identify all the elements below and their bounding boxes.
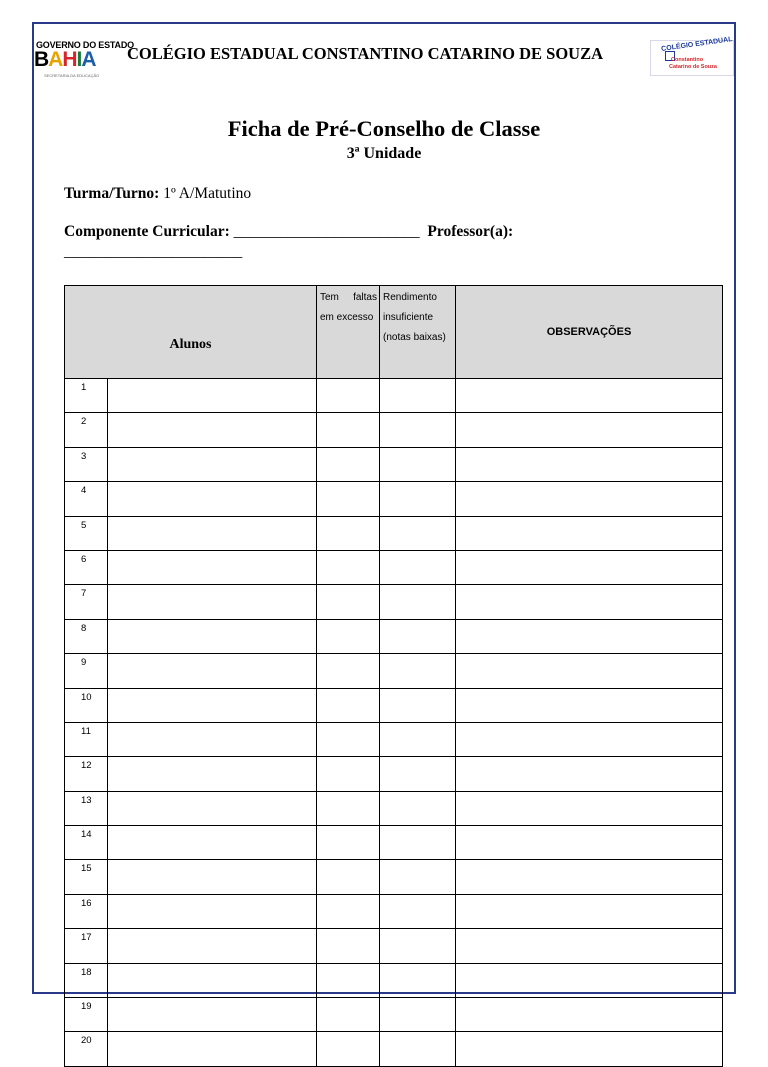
observacoes-cell[interactable]	[456, 482, 723, 516]
header-alunos: Alunos	[65, 286, 317, 379]
turma-value: 1º A/Matutino	[163, 185, 252, 202]
table-row	[65, 998, 723, 1032]
faltas-cell[interactable]	[317, 826, 380, 860]
table-row	[65, 447, 723, 481]
observacoes-cell[interactable]	[456, 619, 723, 653]
school-logo	[650, 36, 734, 76]
student-name-cell[interactable]	[108, 826, 317, 860]
turma-label: Turma/Turno:	[64, 185, 160, 202]
student-name-cell[interactable]	[108, 585, 317, 619]
rendimento-cell[interactable]	[380, 998, 456, 1032]
observacoes-cell[interactable]	[456, 963, 723, 997]
rendimento-cell[interactable]	[380, 585, 456, 619]
header-faltas-2: faltas	[353, 292, 377, 303]
rendimento-cell[interactable]	[380, 447, 456, 481]
faltas-cell[interactable]	[317, 619, 380, 653]
faltas-cell[interactable]	[317, 998, 380, 1032]
table-row	[65, 963, 723, 997]
rendimento-cell[interactable]	[380, 929, 456, 963]
row-number: 2	[65, 413, 108, 447]
table-body	[65, 379, 723, 1067]
faltas-cell[interactable]	[317, 929, 380, 963]
student-name-cell[interactable]	[108, 860, 317, 894]
row-number: 3	[65, 447, 108, 481]
student-name-cell[interactable]	[108, 963, 317, 997]
observacoes-cell[interactable]	[456, 998, 723, 1032]
table-row	[65, 619, 723, 653]
rendimento-cell[interactable]	[380, 482, 456, 516]
professor-label: Professor(a):	[427, 223, 514, 240]
student-name-cell[interactable]	[108, 379, 317, 413]
gov-sub-text: SECRETARIA DA EDUCAÇÃO	[44, 73, 100, 78]
row-number: 4	[65, 482, 108, 516]
observacoes-cell[interactable]	[456, 550, 723, 584]
table-row	[65, 757, 723, 791]
table-row	[65, 482, 723, 516]
row-number: 20	[65, 1032, 108, 1066]
bahia-wordmark: BAHIA	[34, 48, 96, 71]
faltas-cell[interactable]	[317, 963, 380, 997]
student-name-cell[interactable]	[108, 791, 317, 825]
rendimento-cell[interactable]	[380, 826, 456, 860]
faltas-cell[interactable]	[317, 860, 380, 894]
row-number: 19	[65, 998, 108, 1032]
rendimento-cell[interactable]	[380, 379, 456, 413]
rendimento-cell[interactable]	[380, 516, 456, 550]
header-observacoes: OBSERVAÇÕES	[456, 286, 723, 379]
row-number: 7	[65, 585, 108, 619]
table-row	[65, 722, 723, 756]
faltas-cell[interactable]	[317, 379, 380, 413]
observacoes-cell[interactable]	[456, 654, 723, 688]
faltas-cell[interactable]	[317, 722, 380, 756]
rendimento-cell[interactable]	[380, 791, 456, 825]
observacoes-cell[interactable]	[456, 413, 723, 447]
componente-blank[interactable]: ________________________	[233, 223, 420, 240]
student-name-cell[interactable]	[108, 447, 317, 481]
rendimento-cell[interactable]	[380, 688, 456, 722]
rendimento-cell[interactable]	[380, 757, 456, 791]
observacoes-cell[interactable]	[456, 894, 723, 928]
student-name-cell[interactable]	[108, 654, 317, 688]
row-number: 14	[65, 826, 108, 860]
row-number: 13	[65, 791, 108, 825]
componente-label: Componente Curricular:	[64, 223, 230, 240]
faltas-cell[interactable]	[317, 550, 380, 584]
faltas-cell[interactable]	[317, 654, 380, 688]
faltas-cell[interactable]	[317, 791, 380, 825]
student-name-cell[interactable]	[108, 482, 317, 516]
row-number: 9	[65, 654, 108, 688]
rendimento-cell[interactable]	[380, 619, 456, 653]
table-row	[65, 929, 723, 963]
header-faltas-1: Tem	[320, 292, 339, 303]
row-number: 18	[65, 963, 108, 997]
rendimento-cell[interactable]	[380, 860, 456, 894]
student-name-cell[interactable]	[108, 619, 317, 653]
observacoes-cell[interactable]	[456, 688, 723, 722]
faltas-cell[interactable]	[317, 1032, 380, 1066]
row-number: 10	[65, 688, 108, 722]
observacoes-cell[interactable]	[456, 585, 723, 619]
componente-line	[64, 223, 513, 241]
table-row	[65, 585, 723, 619]
row-number: 16	[65, 894, 108, 928]
faltas-cell[interactable]	[317, 516, 380, 550]
student-name-cell[interactable]	[108, 1032, 317, 1066]
faltas-cell[interactable]	[317, 482, 380, 516]
observacoes-cell[interactable]	[456, 929, 723, 963]
row-number: 6	[65, 550, 108, 584]
table-row	[65, 688, 723, 722]
row-number: 8	[65, 619, 108, 653]
observacoes-cell[interactable]	[456, 722, 723, 756]
row-number: 5	[65, 516, 108, 550]
observacoes-cell[interactable]	[456, 860, 723, 894]
page-title: Ficha de Pré-Conselho de Classe	[227, 116, 541, 141]
observacoes-cell[interactable]	[456, 757, 723, 791]
header-rendimento	[380, 286, 456, 379]
student-name-cell[interactable]	[108, 550, 317, 584]
page-subtitle: 3ª Unidade	[346, 145, 422, 162]
rendimento-cell[interactable]	[380, 1032, 456, 1066]
observacoes-cell[interactable]	[456, 826, 723, 860]
table-row	[65, 826, 723, 860]
rendimento-cell[interactable]	[380, 894, 456, 928]
row-number: 12	[65, 757, 108, 791]
table-row	[65, 516, 723, 550]
student-name-cell[interactable]	[108, 722, 317, 756]
table-row	[65, 860, 723, 894]
bahia-government-logo	[34, 40, 134, 82]
student-name-cell[interactable]	[108, 998, 317, 1032]
students-table	[64, 285, 723, 1067]
gov-top-text: GOVERNO DO ESTADO	[36, 40, 134, 50]
faltas-cell[interactable]	[317, 585, 380, 619]
observacoes-cell[interactable]	[456, 516, 723, 550]
school-logo-arc-text: COLÉGIO ESTADUAL	[660, 36, 733, 53]
faltas-cell[interactable]	[317, 413, 380, 447]
header-rend-1: Rendimento	[383, 292, 437, 303]
observacoes-cell[interactable]	[456, 379, 723, 413]
table-row	[65, 654, 723, 688]
row-number: 15	[65, 860, 108, 894]
school-name: COLÉGIO ESTADUAL CONSTANTINO CATARINO DE SOUZA	[127, 44, 603, 63]
student-name-cell[interactable]	[108, 516, 317, 550]
student-name-cell[interactable]	[108, 894, 317, 928]
observacoes-cell[interactable]	[456, 1032, 723, 1066]
table-row	[65, 791, 723, 825]
school-logo-line3: Catarino de Souza	[669, 64, 717, 70]
student-name-cell[interactable]	[108, 413, 317, 447]
rendimento-cell[interactable]	[380, 722, 456, 756]
row-number: 11	[65, 722, 108, 756]
table-row	[65, 413, 723, 447]
rendimento-cell[interactable]	[380, 654, 456, 688]
row-number: 17	[65, 929, 108, 963]
student-name-cell[interactable]	[108, 688, 317, 722]
student-name-cell[interactable]	[108, 757, 317, 791]
header-faltas-3: em excesso	[320, 312, 374, 323]
table-row	[65, 894, 723, 928]
faltas-cell[interactable]	[317, 894, 380, 928]
turma-line	[64, 185, 251, 203]
faltas-cell[interactable]	[317, 757, 380, 791]
header-rend-2: insuficiente	[383, 312, 434, 323]
professor-blank[interactable]: _______________________	[64, 243, 243, 260]
observacoes-cell[interactable]	[456, 791, 723, 825]
rendimento-cell[interactable]	[380, 963, 456, 997]
table-row	[65, 379, 723, 413]
row-number: 1	[65, 379, 108, 413]
school-logo-line2: Constantino	[671, 57, 704, 63]
faltas-cell[interactable]	[317, 688, 380, 722]
table-row	[65, 550, 723, 584]
header-rend-3: (notas baixas)	[383, 332, 446, 343]
table-header-row	[65, 286, 723, 379]
student-name-cell[interactable]	[108, 929, 317, 963]
table-row	[65, 1032, 723, 1066]
rendimento-cell[interactable]	[380, 413, 456, 447]
rendimento-cell[interactable]	[380, 550, 456, 584]
faltas-cell[interactable]	[317, 447, 380, 481]
observacoes-cell[interactable]	[456, 447, 723, 481]
header-faltas	[317, 286, 380, 379]
